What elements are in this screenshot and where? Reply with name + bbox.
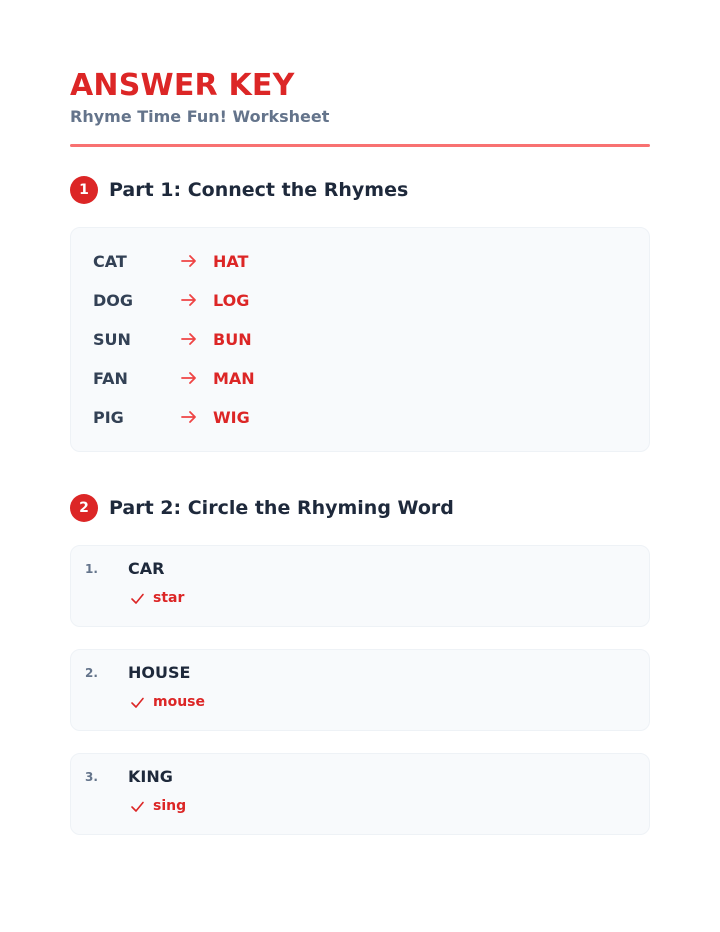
part1-header xyxy=(70,176,408,204)
part2-number-badge: 2 xyxy=(70,494,98,522)
part2-header xyxy=(70,494,454,522)
question-card xyxy=(70,545,650,627)
part1-title: Part 1: Connect the Rhymes xyxy=(109,179,409,201)
question-number: 3. xyxy=(85,770,98,784)
question-answer xyxy=(129,590,184,606)
check-icon xyxy=(129,590,145,606)
pair-word: FAN xyxy=(93,368,128,388)
arrow-right-icon xyxy=(179,290,199,310)
pair-rhyme: HAT xyxy=(213,251,249,271)
rhyme-pair-row xyxy=(93,288,249,312)
answer-word: star xyxy=(153,590,185,606)
answer-word: sing xyxy=(153,798,187,814)
check-icon xyxy=(129,694,145,710)
pair-rhyme: WIG xyxy=(213,407,250,427)
pair-rhyme: MAN xyxy=(213,368,255,388)
part2-title: Part 2: Circle the Rhyming Word xyxy=(109,497,454,519)
question-answer xyxy=(129,694,205,710)
pair-word: CAT xyxy=(93,251,127,271)
question-card xyxy=(70,753,650,835)
check-icon xyxy=(129,798,145,814)
pair-rhyme: LOG xyxy=(213,290,250,310)
question-word: HOUSE xyxy=(128,663,191,682)
rhyme-pair-row xyxy=(93,405,250,429)
arrow-right-icon xyxy=(179,251,199,271)
arrow-right-icon xyxy=(179,368,199,388)
question-answer xyxy=(129,798,186,814)
question-number: 2. xyxy=(85,666,98,680)
rhyme-pairs-card xyxy=(70,227,650,452)
page-title: ANSWER KEY xyxy=(70,68,295,103)
arrow-right-icon xyxy=(179,407,199,427)
part1-number-badge: 1 xyxy=(70,176,98,204)
title-divider xyxy=(70,144,650,147)
rhyme-pair-row xyxy=(93,366,255,390)
question-card xyxy=(70,649,650,731)
question-word: CAR xyxy=(128,559,165,578)
page-subtitle: Rhyme Time Fun! Worksheet xyxy=(70,107,330,126)
pair-word: PIG xyxy=(93,407,124,427)
question-number: 1. xyxy=(85,562,98,576)
rhyme-pair-row xyxy=(93,327,252,351)
pair-word: SUN xyxy=(93,329,131,349)
pair-word: DOG xyxy=(93,290,134,310)
rhyme-pair-row xyxy=(93,249,248,273)
arrow-right-icon xyxy=(179,329,199,349)
question-word: KING xyxy=(128,767,173,786)
pair-rhyme: BUN xyxy=(213,329,252,349)
answer-word: mouse xyxy=(153,694,206,710)
